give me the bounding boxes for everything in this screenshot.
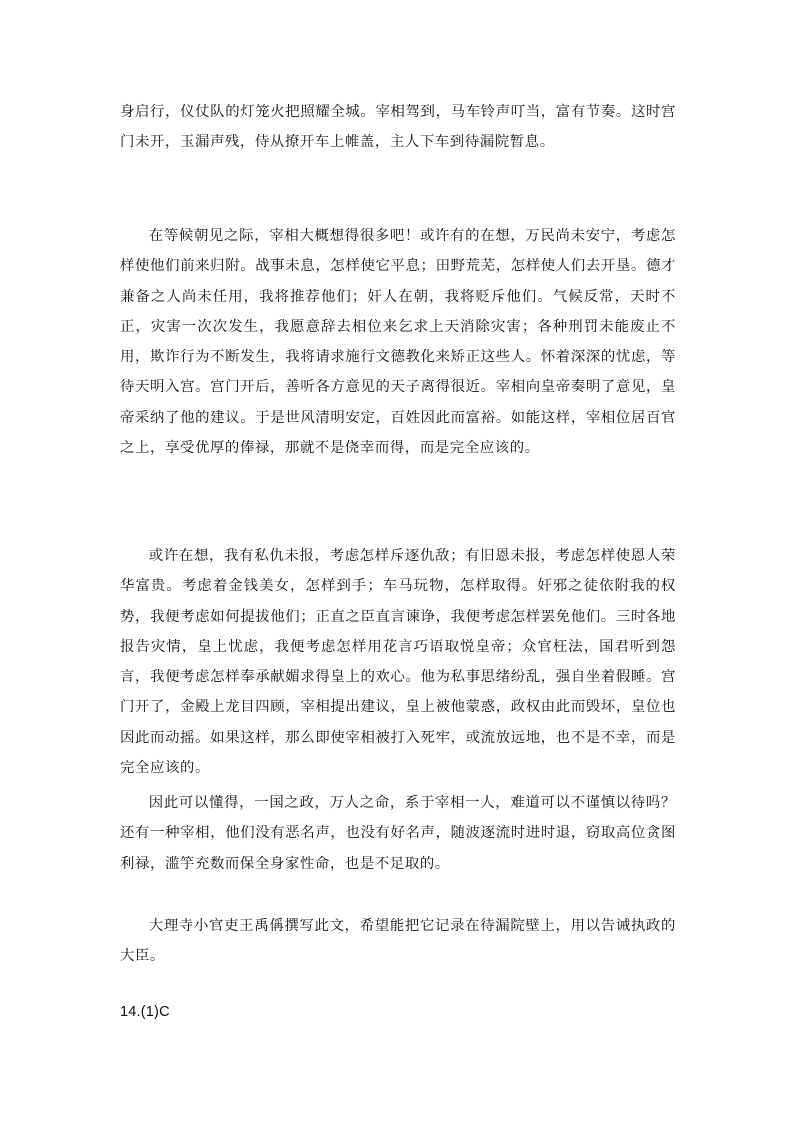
paragraph-continuation: 身启行，仪仗队的灯笼火把照耀全城。宰相驾到，马车铃声叮当，富有节奏。这时宫门未开，玉漏声残，侍从撩开车上帷盖，主人下车到待漏院暂息。 — [120, 104, 676, 151]
paragraph-corrupt-minister: 或许在想，我有私仇未报，考虑怎样斥逐仇敌；有旧恩未报，考虑怎样使恩人荣华富贵。考虑着金钱美女，怎样到手；车马玩物，怎样取得。奸邪之徒依附我的权势，我便考虑如何提拔他们；正直之臣直言谏诤，我便考虑怎样罢免他们。三时各地报告灾情，皇上忧虑，我便考虑怎样用花言巧语取悦皇帝；众官枉法，国君听到怨言，我便考虑怎样奉承献媚求得皇上的欢心。他为私事思绪纷乱，强自坐着假睡。宫门开了，金殿上龙目四顾，宰相提出建议，皇上被他蒙惑，政权由此而毁坏，皇位也因此而动摇。如果这样，那么即使宰相被打入死牢，或流放远地，也不是不幸，而是完全应该的。 — [120, 548, 676, 777]
answer-label: 14.(1)C — [120, 1004, 170, 1020]
paragraph-conclusion: 因此可以懂得，一国之政，万人之命，系于宰相一人，难道可以不谨慎以待吗？还有一种宰相，他们没有恶名声，也没有好名声，随波逐流时进时退，窃取高位贪图利禄，滥竽充数而保全身家性命，也是不足取的。 — [120, 795, 676, 872]
paragraph-virtuous-minister: 在等候朝见之际，宰相大概想得很多吧！或许有的在想，万民尚未安宁，考虑怎样使他们前来归附。战事未息，怎样使它平息；田野荒芜，怎样使人们去开垦。德才兼备之人尚未任用，我将推荐他们；奸人在朝，我将贬斥他们。气候反常，天时不正，灾害一次次发生，我愿意辞去相位来乞求上天消除灾害；各种刑罚未能废止不用，欺诈行为不断发生，我将请求施行文德教化来矫正这些人。怀着深深的忧虑，等待天明入宫。宫门开后，善听各方意见的天子离得很近。宰相向皇帝奏明了意见，皇帝采纳了他的建议。于是世风清明安定，百姓因此而富裕。如能这样，宰相位居百官之上，享受优厚的俸禄，那就不是侥幸而得，而是完全应该的。 — [120, 228, 676, 457]
paragraph-author-note: 大理寺小官吏王禹偁撰写此文，希望能把它记录在待漏院壁上，用以告诫执政的大臣。 — [120, 918, 676, 965]
